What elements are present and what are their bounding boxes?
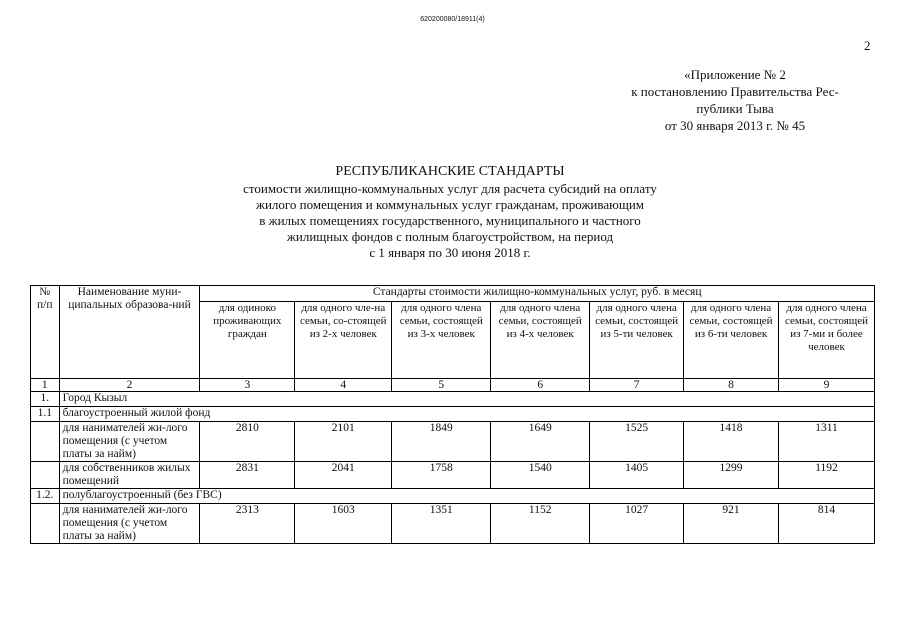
header-standards-group: Стандарты стоимости жилищно-коммунальных услуг, руб. в месяц — [200, 286, 875, 302]
title-line: в жилых помещениях государственного, муниципального и частного — [259, 213, 641, 228]
value-cell: 921 — [684, 504, 779, 544]
title-line: стоимости жилищно-коммунальных услуг для расчета субсидий на оплату — [243, 181, 657, 196]
value-cell: 1603 — [295, 504, 392, 544]
header-family-7: для одного члена семьи, состоящей из 7-ми и более человек — [778, 302, 874, 379]
section-row — [31, 392, 875, 407]
column-number: 4 — [295, 379, 392, 392]
header-family-2: для одного чле-на семьи, со-стоящей из 2-х человек — [295, 302, 392, 379]
header-family-6: для одного члена семьи, состоящей из 6-ти человек — [684, 302, 779, 379]
appendix-note — [600, 66, 870, 134]
standards-table — [30, 285, 875, 544]
column-number: 8 — [684, 379, 779, 392]
section-row — [31, 489, 875, 504]
value-cell: 1311 — [778, 422, 874, 462]
section-number: 1. — [31, 392, 60, 407]
column-number-row — [31, 379, 875, 392]
header-single: для одиноко проживающих граждан — [200, 302, 295, 379]
value-cell: 1758 — [392, 462, 491, 489]
value-cell: 2831 — [200, 462, 295, 489]
appendix-line: «Приложение № 2 — [684, 67, 786, 82]
column-number: 9 — [778, 379, 874, 392]
table-row — [31, 462, 875, 489]
section-label: полублагоустроенный (без ГВС) — [59, 489, 874, 504]
row-label: для нанимателей жи-лого помещения (с учетом платы за найм) — [59, 504, 200, 544]
section-label: Город Кызыл — [59, 392, 874, 407]
value-cell: 2041 — [295, 462, 392, 489]
header-municipality: Наименование муни-ципальных образова-ний — [59, 286, 200, 379]
appendix-line: к постановлению Правительства Рес- — [631, 84, 839, 99]
value-cell: 1649 — [491, 422, 590, 462]
section-row — [31, 407, 875, 422]
value-cell: 814 — [778, 504, 874, 544]
document-code: 620200080/18911(4) — [420, 16, 485, 23]
document-title — [140, 163, 760, 261]
title-line: жилого помещения и коммунальных услуг гражданам, проживающим — [255, 197, 645, 212]
value-cell: 1540 — [491, 462, 590, 489]
value-cell: 2810 — [200, 422, 295, 462]
value-cell: 1152 — [491, 504, 590, 544]
value-cell: 1027 — [590, 504, 684, 544]
value-cell: 1418 — [684, 422, 779, 462]
row-label: для собственников жилых помещений — [59, 462, 200, 489]
column-number: 6 — [491, 379, 590, 392]
section-label: благоустроенный жилой фонд — [59, 407, 874, 422]
value-cell: 1405 — [590, 462, 684, 489]
value-cell: 1299 — [684, 462, 779, 489]
page-number: 2 — [864, 38, 871, 53]
table-row — [31, 504, 875, 544]
table-row — [31, 422, 875, 462]
column-number: 7 — [590, 379, 684, 392]
appendix-line: публики Тыва — [696, 101, 774, 116]
value-cell: 1351 — [392, 504, 491, 544]
row-label: для нанимателей жи-лого помещения (с учетом платы за найм) — [59, 422, 200, 462]
section-number: 1.2. — [31, 489, 60, 504]
column-number: 1 — [31, 379, 60, 392]
column-number: 3 — [200, 379, 295, 392]
column-number: 2 — [59, 379, 200, 392]
column-number: 5 — [392, 379, 491, 392]
header-family-4: для одного члена семьи, состоящей из 4-х человек — [491, 302, 590, 379]
appendix-line: от 30 января 2013 г. № 45 — [664, 118, 806, 133]
value-cell: 1192 — [778, 462, 874, 489]
value-cell: 2313 — [200, 504, 295, 544]
title-heading: РЕСПУБЛИКАНСКИЕ СТАНДАРТЫ — [335, 164, 565, 179]
title-line: с 1 января по 30 июня 2018 г. — [369, 245, 531, 260]
section-number: 1.1 — [31, 407, 60, 422]
header-family-3: для одного члена семьи, состоящей из 3-х человек — [392, 302, 491, 379]
title-line: жилищных фондов с полным благоустройством, на период — [286, 229, 614, 244]
header-number: № п/п — [31, 286, 60, 379]
value-cell: 1525 — [590, 422, 684, 462]
header-family-5: для одного члена семьи, состоящей из 5-ти человек — [590, 302, 684, 379]
value-cell: 2101 — [295, 422, 392, 462]
value-cell: 1849 — [392, 422, 491, 462]
